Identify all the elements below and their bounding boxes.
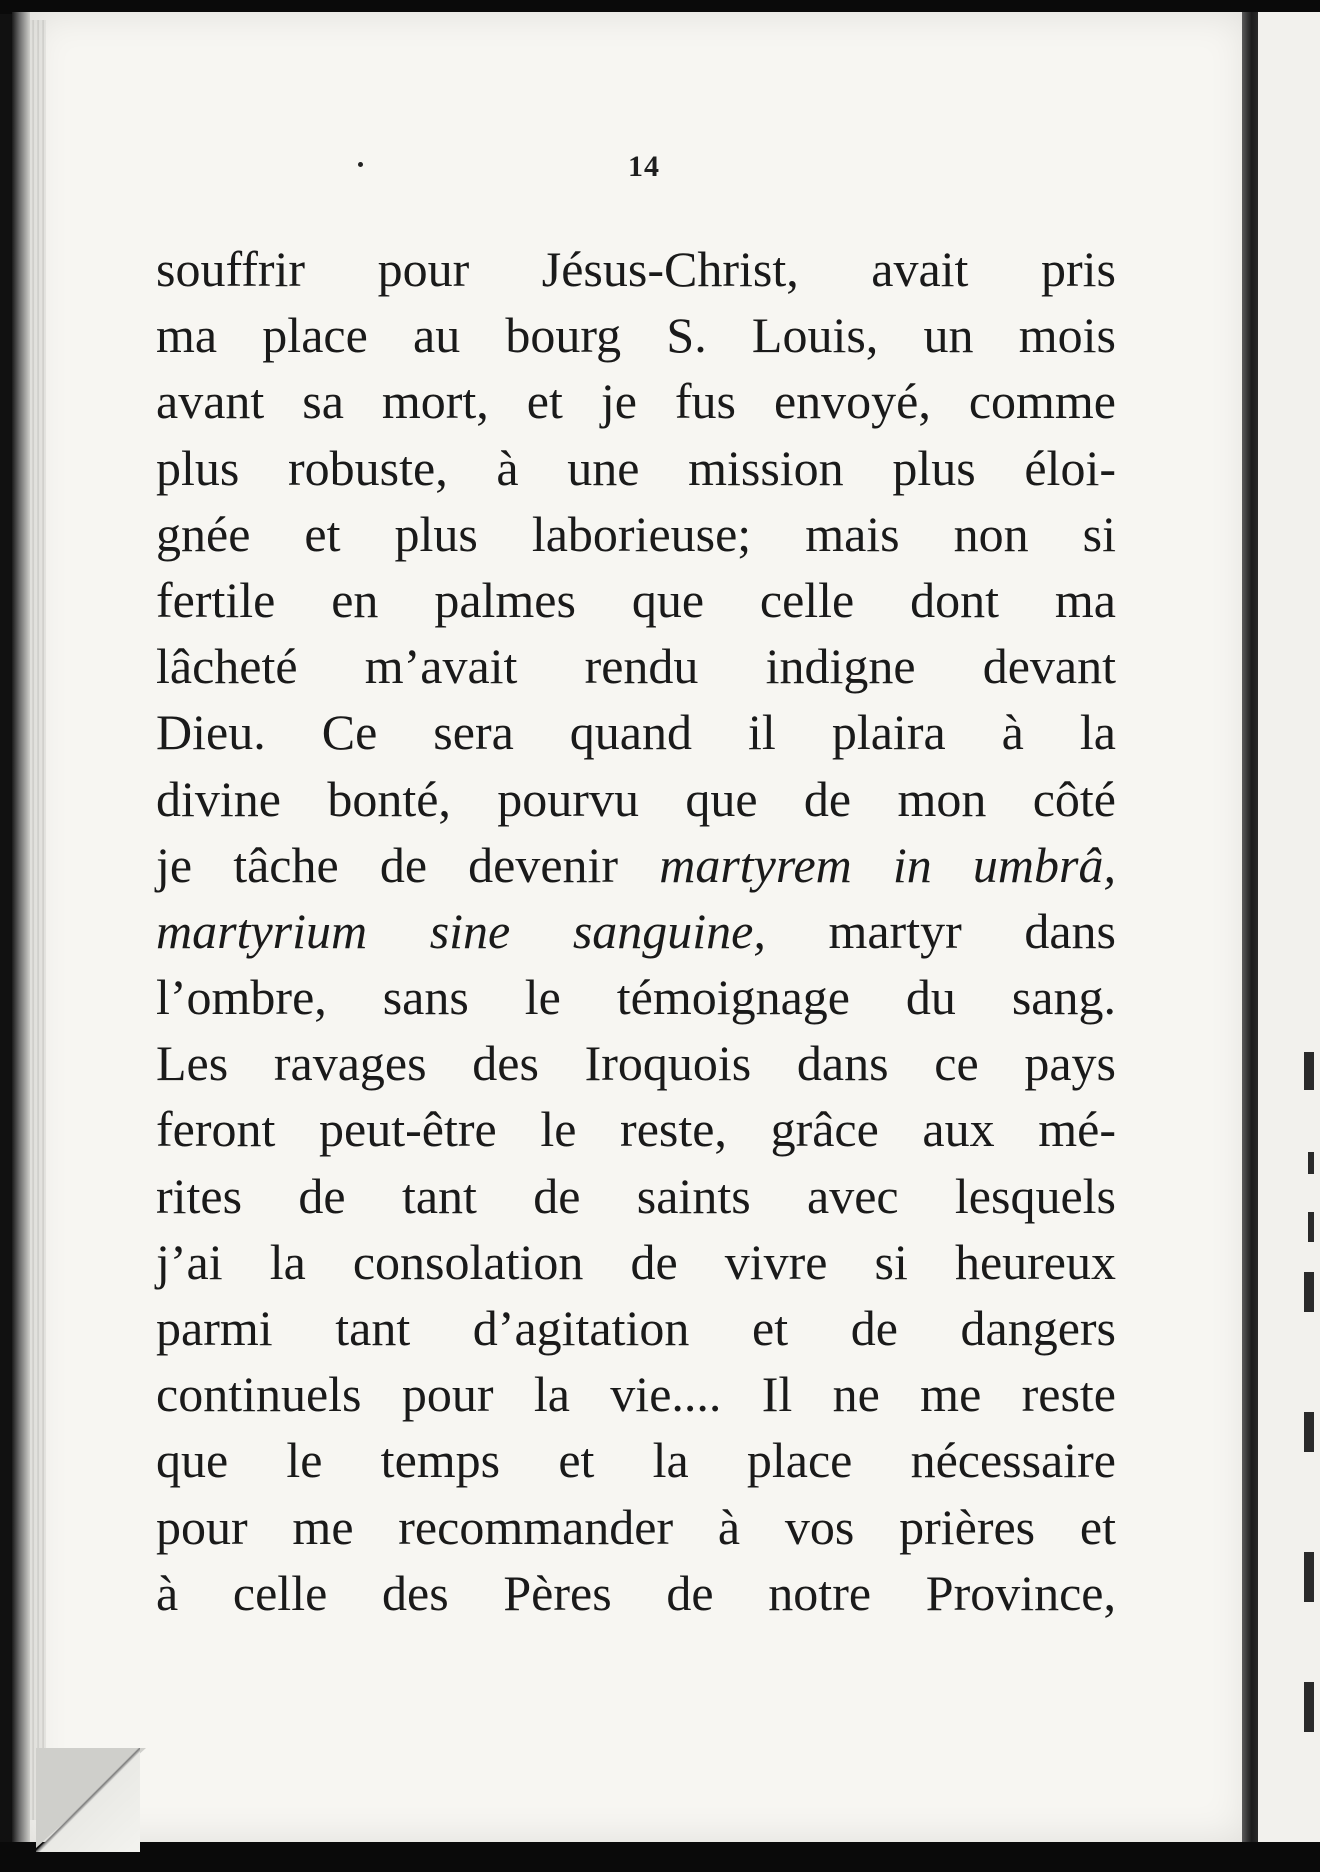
text-line: parmi tant d’agitation et de dangers (156, 1300, 1116, 1356)
scan-bottom-border (0, 1842, 1320, 1872)
text-line: pour me recommander à vos prières et (156, 1498, 1116, 1555)
text-line: lâcheté m’avait rendu indigne devant (156, 638, 1116, 695)
next-page-glyph (1304, 1552, 1314, 1602)
next-page-glyph (1304, 1412, 1314, 1452)
text-line: Les ravages des Iroquois dans ce pays (156, 1035, 1116, 1092)
italic-latin-text: martyrem in umbrâ, (659, 836, 1117, 893)
book-gutter (1242, 12, 1258, 1852)
text-line: rites de tant de saints avec lesquels (156, 1167, 1116, 1224)
text-line: continuels pour la vie.... Il ne me reste (156, 1366, 1116, 1423)
roman-text: je tâche de devenir (156, 836, 660, 893)
roman-text: martyr dans (765, 902, 1116, 959)
text-line: à celle des Pères de notre Province, (156, 1564, 1116, 1621)
italic-latin-text: martyrium sine sanguine, (156, 902, 766, 959)
text-line: gnée et plus laborieuse; mais non si (156, 505, 1116, 562)
next-page-edge (1258, 12, 1320, 1852)
page-number: 14 (628, 150, 660, 183)
text-line: souffrir pour Jésus-Christ, avait pris (156, 241, 1116, 297)
page-stack-edge (12, 12, 30, 1842)
next-page-glyph (1308, 1212, 1314, 1242)
text-line: ma place au bourg S. Louis, un mois (156, 307, 1116, 364)
page-edge-lines (30, 20, 46, 1820)
next-page-glyph (1304, 1272, 1314, 1312)
next-page-glyph (1304, 1052, 1314, 1090)
text-line-mixed (156, 832, 1116, 898)
ink-dot (358, 162, 363, 167)
text-line: feront peut-être le reste, grâce aux mé- (156, 1101, 1116, 1158)
next-page-glyph (1304, 1682, 1314, 1732)
body-text (156, 236, 1116, 1626)
text-line: l’ombre, sans le témoignage du sang. (156, 969, 1116, 1026)
text-line: j’ai la consolation de vivre si heureux (156, 1233, 1116, 1290)
text-line: fertile en palmes que celle dont ma (156, 571, 1116, 628)
text-line: avant sa mort, et je fus envoyé, comme (156, 373, 1116, 430)
text-line: que le temps et la place nécessaire (156, 1432, 1116, 1489)
next-page-glyph (1308, 1152, 1314, 1174)
folded-corner-shade (36, 1748, 140, 1852)
text-line: Dieu. Ce sera quand il plaira à la (156, 704, 1116, 761)
text-line: divine bonté, pourvu que de mon côté (156, 770, 1116, 827)
text-line-mixed (156, 898, 1116, 964)
text-line: plus robuste, à une mission plus éloi- (156, 439, 1116, 496)
